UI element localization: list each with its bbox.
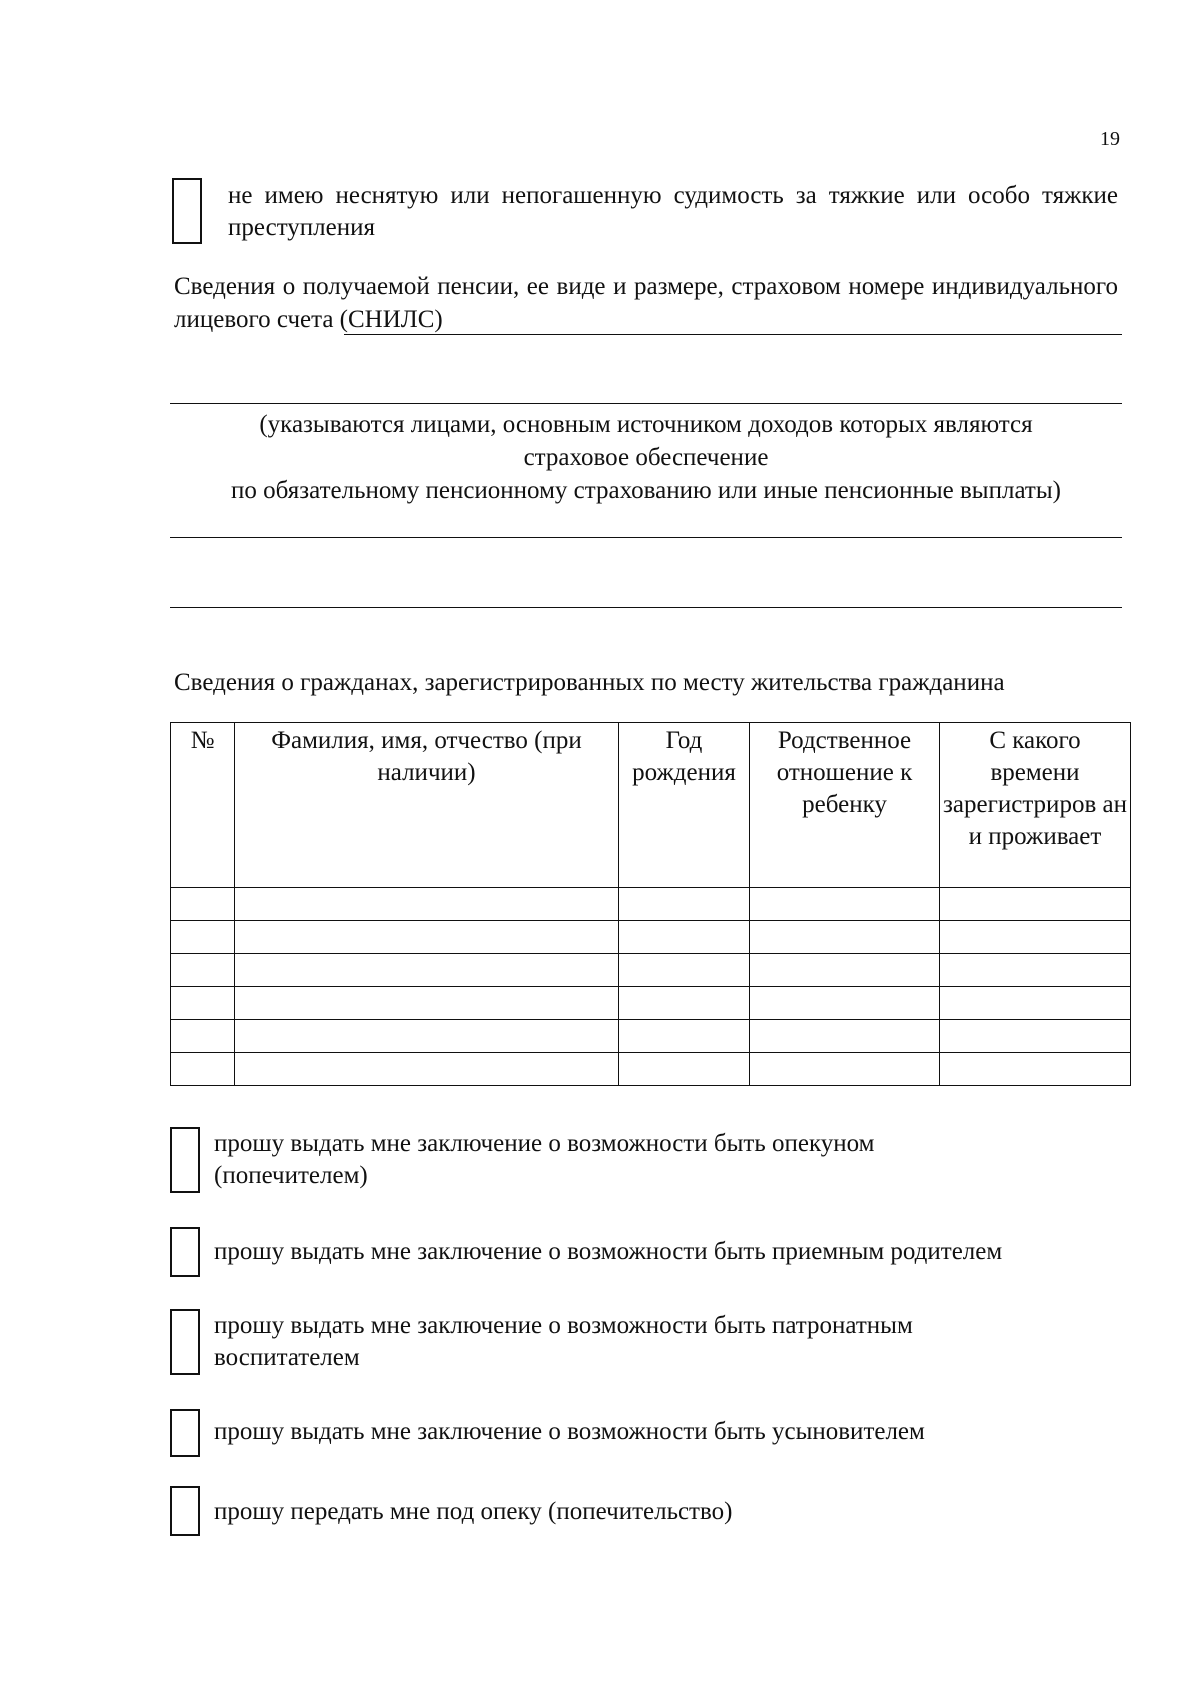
page-number: 19 [1100, 128, 1120, 150]
pension-note-line2: страховое обеспечение [523, 444, 769, 471]
table-cell[interactable] [171, 1053, 235, 1086]
snils-input-line[interactable] [344, 334, 1122, 335]
table-cell[interactable] [940, 888, 1131, 921]
table-cell[interactable] [235, 1020, 619, 1053]
table-cell[interactable] [619, 954, 750, 987]
table-row [171, 921, 1131, 954]
table-cell[interactable] [235, 954, 619, 987]
adoption-conclusion-checkbox[interactable] [170, 1409, 200, 1457]
registered-citizens-table [170, 722, 1131, 1086]
table-cell[interactable] [235, 1053, 619, 1086]
table-cell[interactable] [235, 888, 619, 921]
table-cell[interactable] [750, 1020, 940, 1053]
guardian-conclusion-checkbox[interactable] [170, 1127, 200, 1193]
column-header-registered-since: С какого времени зарегистриров ан и проживает [940, 723, 1131, 888]
guardianship-transfer-checkbox[interactable] [170, 1486, 200, 1536]
table-cell[interactable] [235, 987, 619, 1020]
table-cell[interactable] [171, 921, 235, 954]
column-header-full-name: Фамилия, имя, отчество (при наличии) [235, 723, 619, 888]
column-header-number: № [171, 723, 235, 888]
table-row [171, 954, 1131, 987]
patronage-conclusion-checkbox[interactable] [170, 1309, 200, 1375]
guardian-conclusion-text: прошу выдать мне заключение о возможности быть опекуном (попечителем) [214, 1130, 875, 1189]
table-row [171, 1053, 1131, 1086]
table-cell[interactable] [750, 1053, 940, 1086]
table-cell[interactable] [940, 1053, 1131, 1086]
pension-details-line-2[interactable] [170, 607, 1122, 608]
table-cell[interactable] [750, 921, 940, 954]
table-cell[interactable] [619, 888, 750, 921]
guardianship-transfer-text: прошу передать мне под опеку (попечительство) [214, 1498, 733, 1525]
foster-parent-conclusion-text: прошу выдать мне заключение о возможности быть приемным родителем [214, 1238, 1003, 1265]
table-row [171, 888, 1131, 921]
table-cell[interactable] [235, 921, 619, 954]
table-cell[interactable] [940, 954, 1131, 987]
column-header-birth-year: Год рождения [619, 723, 750, 888]
foster-parent-conclusion-checkbox[interactable] [170, 1227, 200, 1277]
table-cell[interactable] [171, 888, 235, 921]
criminal-record-checkbox[interactable] [172, 178, 202, 244]
table-cell[interactable] [619, 987, 750, 1020]
table-cell[interactable] [619, 1053, 750, 1086]
table-cell[interactable] [940, 987, 1131, 1020]
registered-citizens-title: Сведения о гражданах, зарегистрированных по месту жительства гражданина [174, 669, 1005, 696]
column-header-relationship: Родственное отношение к ребенку [750, 723, 940, 888]
table-cell[interactable] [750, 954, 940, 987]
table-cell[interactable] [171, 987, 235, 1020]
pension-input-line[interactable] [170, 403, 1122, 404]
table-row [171, 1020, 1131, 1053]
table-cell[interactable] [750, 987, 940, 1020]
table-cell[interactable] [171, 954, 235, 987]
pension-note-line3: по обязательному пенсионному страхованию или иные пенсионные выплаты) [231, 477, 1061, 504]
patronage-conclusion-text: прошу выдать мне заключение о возможности быть патронатным воспитателем [214, 1312, 913, 1371]
table-cell[interactable] [619, 1020, 750, 1053]
adoption-conclusion-text: прошу выдать мне заключение о возможности быть усыновителем [214, 1418, 925, 1445]
table-cell[interactable] [940, 921, 1131, 954]
table-cell[interactable] [750, 888, 940, 921]
table-header-row [171, 723, 1131, 888]
table-cell[interactable] [940, 1020, 1131, 1053]
pension-details-line-1[interactable] [170, 537, 1122, 538]
table-row [171, 987, 1131, 1020]
table-cell[interactable] [619, 921, 750, 954]
pension-label: Сведения о получаемой пенсии, ее виде и размере, страховом номере индивидуального лицевого счета (СНИЛС) [174, 273, 1118, 333]
pension-note-line1: (указываются лицами, основным источником доходов которых являются [259, 411, 1033, 438]
criminal-record-text: не имею неснятую или непогашенную судимость за тяжкие или особо тяжкие преступления [228, 182, 1118, 241]
table-cell[interactable] [171, 1020, 235, 1053]
